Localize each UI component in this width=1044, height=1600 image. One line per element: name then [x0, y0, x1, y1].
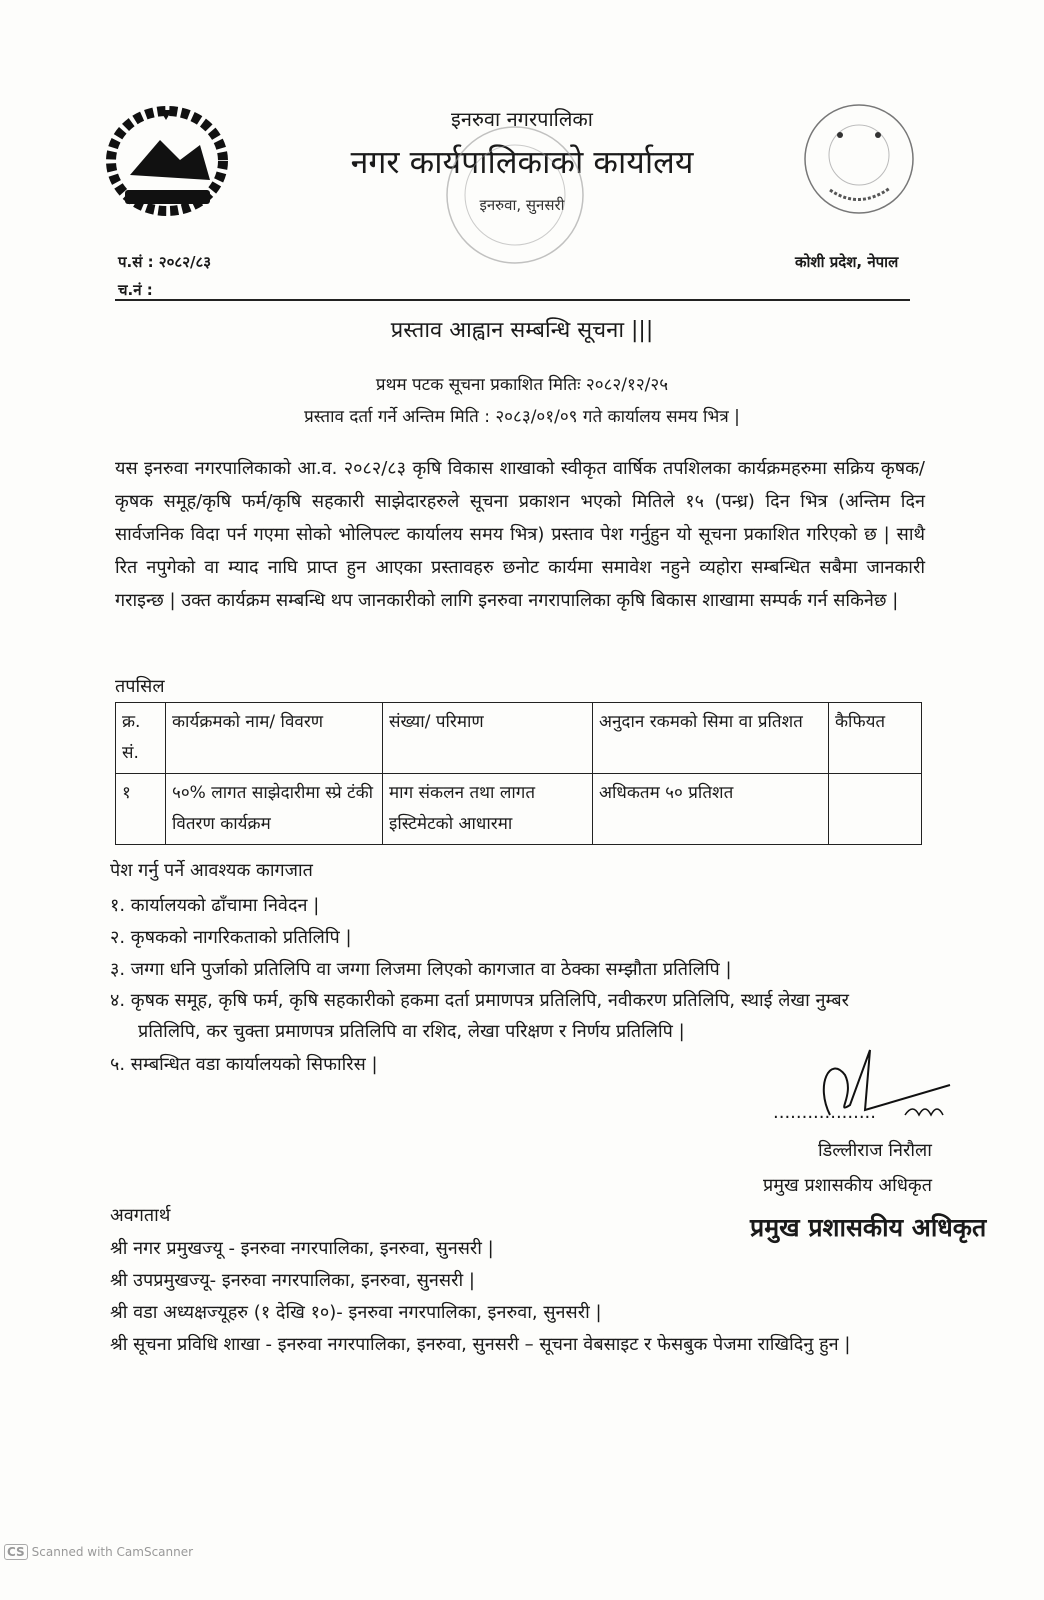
office-title: नगर कार्यपालिकाको कार्यालय	[350, 143, 694, 181]
office-location: इनरुवा, सुनसरी	[479, 196, 565, 214]
document-item-continued: प्रतिलिपि, कर चुक्ता प्रमाणपत्र प्रतिलिपि वा रशिद, लेखा परिक्षण र निर्णय प्रतिलिपि |	[138, 1021, 685, 1042]
municipality-name: इनरुवा नगरपालिका	[451, 107, 593, 131]
table-cell: ५०% लागत साझेदारीमा स्प्रे टंकी वितरण कार्यक्रम	[166, 774, 383, 845]
header-cell: अनुदान रकमको सिमा वा प्रतिशत	[593, 703, 829, 774]
cc-item: श्री वडा अध्यक्षज्यूहरु (१ देखि १०)- इनरुवा नगरपालिका, इनरुवा, सुनसरी |	[110, 1302, 602, 1323]
document-item: ४. कृषक समूह, कृषि फर्म, कृषि सहकारीको हकमा दर्ता प्रमाणपत्र प्रतिलिपि, नवीकरण प्रतिलिपि, स्थाई लेखा नुम्बर	[110, 990, 850, 1011]
deadline: प्रस्ताव दर्ता गर्ने अन्तिम मिति : २०८३/०१/०९ गते कार्यालय समय भित्र |	[304, 407, 740, 427]
signatory-name: डिल्लीराज निरौला	[818, 1140, 932, 1161]
signatory-stamp: प्रमुख प्रशासकीय अधिकृत	[750, 1213, 987, 1242]
notice-body: यस इनरुवा नगरपालिकाको आ.व. २०८२/८३ कृषि विकास शाखाको स्वीकृत वार्षिक तपशिलका कार्यक्रमहरुमा सक्रिय कृषक/कृषक समूह/कृषि फर्म/कृषि सहकारी साझेदारहरुले सूचना प्रकाशन भएको मितिले १५ (पन्ध्र) दिन भित्र (अन्तिम दिन सार्वजनिक विदा पर्न गएमा सोको भोलिपल्ट कार्यालय समय भित्र) प्रस्ताव पेश गर्नुहुन यो सूचना प्रकाशित गरिएको छ | साथै रित नपुगेको वा म्याद नाघि प्राप्त हुन आएका प्रस्तावहरु छनोट कार्यमा समावेश नहुने व्यहोरा सम्बन्धित सबैमा जानकारी गराइन्छ | उक्त कार्यक्रम सम्बन्धि थप जानकारीको लागि इनरुवा नगरापालिका कृषि बिकास शाखामा सम्पर्क गर्न सकिनेछ |	[115, 458, 925, 611]
table-header-row	[116, 703, 922, 774]
document-item: २. कृषकको नागरिकताको प्रतिलिपि |	[110, 927, 352, 948]
cc-item: श्री उपप्रमुखज्यू- इनरुवा नगरपालिका, इनरुवा, सुनसरी |	[110, 1270, 475, 1291]
watermark-text: Scanned with CamScanner	[31, 1545, 194, 1559]
signatory-title: प्रमुख प्रशासकीय अधिकृत	[763, 1175, 932, 1196]
schedule-table	[115, 702, 922, 845]
office-stamp	[440, 105, 590, 285]
document-item: ३. जग्गा धनि पुर्जाको प्रतिलिपि वा जग्गा लिजमा लिएको कागजात वा ठेक्का सम्झौता प्रतिलिपि |	[110, 959, 732, 980]
cc-heading: अवगतार्थ	[110, 1205, 171, 1226]
cc-item: श्री नगर प्रमुखज्यू - इनरुवा नगरपालिका, इनरुवा, सुनसरी |	[110, 1238, 494, 1259]
table-cell: माग संकलन तथा लागत इस्टिमेटको आधारमा	[383, 774, 593, 845]
table-cell: अधिकतम ५० प्रतिशत	[593, 774, 829, 845]
camscanner-icon: CS	[4, 1544, 28, 1560]
camscanner-watermark	[4, 1544, 193, 1560]
document-item: ५. सम्बन्धित वडा कार्यालयको सिफारिस |	[110, 1054, 378, 1075]
table-cell: १	[116, 774, 166, 845]
dispatch-number: च.नं :	[118, 281, 153, 299]
document-item: १. कार्यालयको ढाँचामा निवेदन |	[110, 895, 320, 916]
cc-item: श्री सूचना प्रविधि शाखा - इनरुवा नगरपालिका, इनरुवा, सुनसरी – सूचना वेबसाइट र फेसबुक पेजमा राखिदिनु हुन |	[110, 1334, 851, 1355]
header-cell: कैफियत	[829, 703, 922, 774]
header-cell: कार्यक्रमको नाम/ विवरण	[166, 703, 383, 774]
schedule-label: तपसिल	[115, 676, 165, 697]
published-date: प्रथम पटक सूचना प्रकाशित मितिः २०८२/१२/२५	[375, 375, 669, 395]
header-divider	[115, 299, 910, 301]
reference-number: प.सं : २०८२/८३	[118, 253, 212, 271]
table-cell	[829, 774, 922, 845]
header-cell: क्र. सं.	[116, 703, 166, 774]
header-cell: संख्या/ परिमाण	[383, 703, 593, 774]
notice-title: प्रस्ताव आह्वान सम्बन्धि सूचना |||	[390, 318, 654, 343]
documents-heading: पेश गर्नु पर्ने आवश्यक कागजात	[110, 860, 313, 881]
province: कोशी प्रदेश, नेपाल	[795, 253, 899, 271]
signature-line: ..................	[773, 1102, 876, 1123]
table-row	[116, 774, 922, 845]
